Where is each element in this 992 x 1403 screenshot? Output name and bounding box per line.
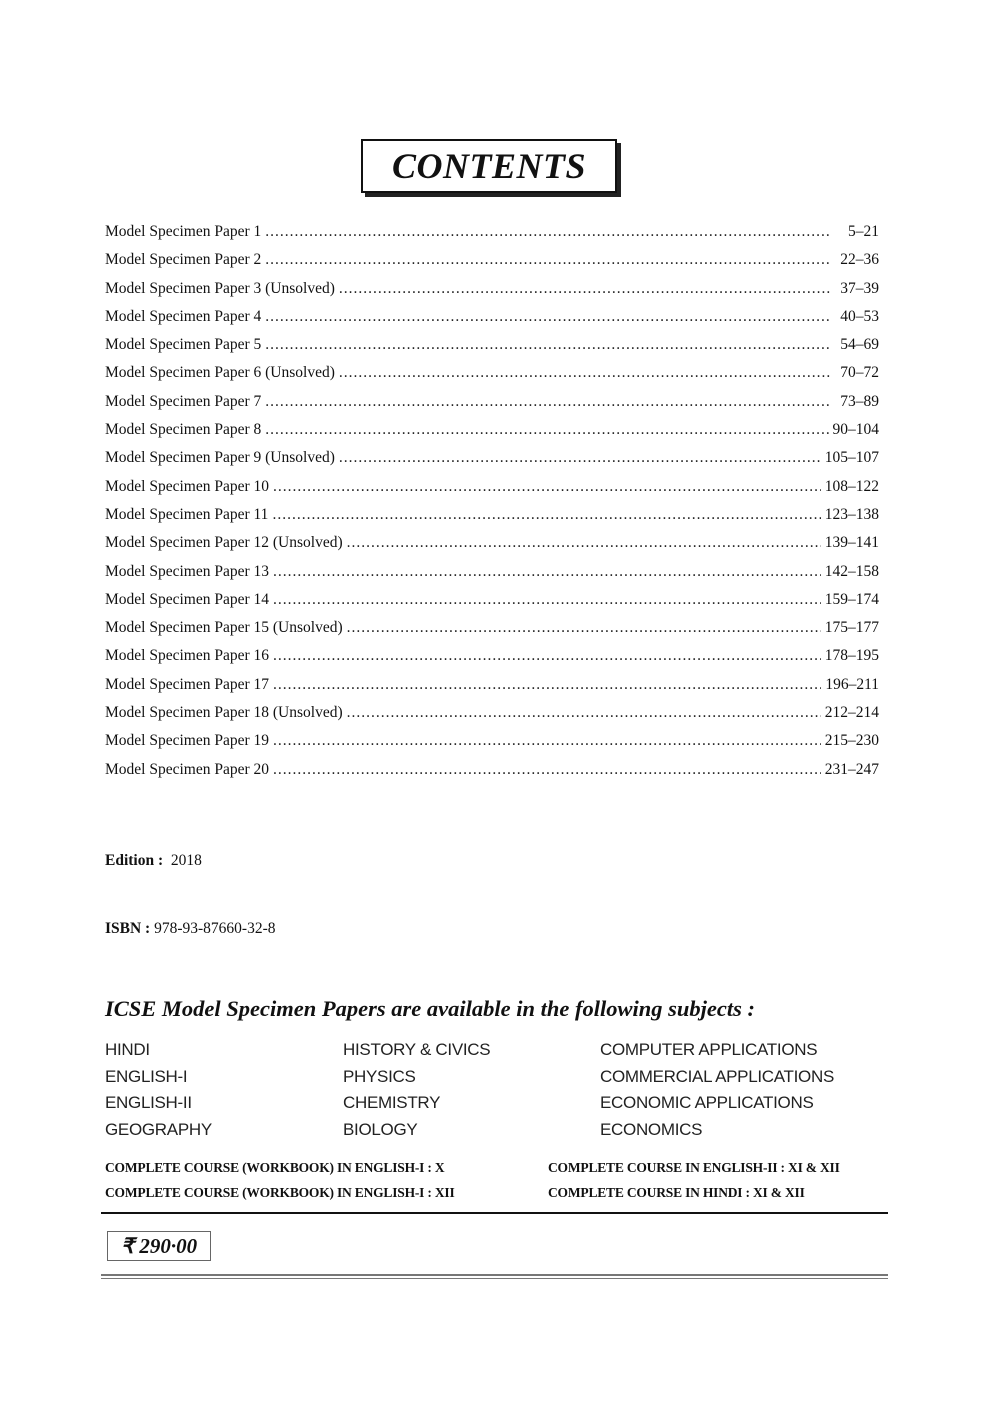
toc-entry-pages: 231–247: [824, 760, 879, 778]
toc-entry-pages: 90–104: [832, 421, 879, 439]
toc-entry-label: Model Specimen Paper 6 (Unsolved): [105, 364, 335, 382]
leader-dots: [265, 393, 831, 411]
subject-item: ECONOMIC APPLICATIONS: [600, 1093, 814, 1113]
toc-entry-pages: 175–177: [824, 619, 879, 637]
toc-entry-label: Model Specimen Paper 19: [105, 732, 270, 750]
toc-entry[interactable]: [105, 280, 879, 308]
leader-dots: [339, 364, 831, 382]
leader-dots: [347, 534, 821, 552]
toc-entry[interactable]: [105, 732, 879, 760]
contents-title-box: [361, 139, 617, 193]
toc-entry-pages: 212–214: [824, 704, 879, 722]
toc-entry-label: Model Specimen Paper 15 (Unsolved): [105, 619, 343, 637]
toc-entry[interactable]: [105, 591, 879, 619]
subjects-column-3: [600, 1040, 834, 1147]
toc-entry-pages: 70–72: [840, 364, 879, 382]
toc-entry-pages: 139–141: [824, 534, 879, 552]
toc-entry[interactable]: [105, 478, 879, 506]
toc-entry-label: Model Specimen Paper 3 (Unsolved): [105, 279, 335, 297]
toc-entry-pages: 54–69: [840, 336, 879, 354]
subject-item: HINDI: [105, 1040, 150, 1059]
price-tag: [107, 1231, 211, 1261]
toc-entry[interactable]: [105, 761, 879, 789]
toc-entry[interactable]: [105, 676, 879, 704]
toc-entry-pages: 105–107: [824, 449, 879, 467]
toc-entry-label: Model Specimen Paper 14: [105, 590, 270, 608]
course-item: COMPLETE COURSE IN HINDI : XI & XII: [548, 1185, 805, 1200]
toc-entry[interactable]: [105, 251, 879, 279]
toc-entry-label: Model Specimen Paper 1: [105, 223, 262, 240]
toc-entry-label: Model Specimen Paper 2: [105, 251, 262, 269]
subject-item: PHYSICS: [343, 1066, 416, 1086]
leader-dots: [273, 761, 821, 779]
isbn-value: 978-93-87660-32-8: [154, 920, 276, 937]
subject-item: CHEMISTRY: [343, 1093, 441, 1113]
divider: [101, 1212, 888, 1214]
leader-dots: [265, 223, 831, 241]
courses-column-2: [548, 1160, 840, 1210]
isbn-line: [105, 920, 276, 938]
toc-entry[interactable]: [105, 704, 879, 732]
leader-dots: [273, 676, 821, 694]
toc-entry[interactable]: [105, 393, 879, 421]
toc-entry[interactable]: [105, 449, 879, 477]
toc-entry-label: Model Specimen Paper 11: [105, 505, 269, 523]
leader-dots: [273, 478, 821, 496]
subject-item: ENGLISH-II: [105, 1093, 192, 1113]
subjects-column-1: [105, 1040, 212, 1147]
toc-entry[interactable]: [105, 364, 879, 392]
leader-dots: [273, 732, 821, 750]
course-item: COMPLETE COURSE (WORKBOOK) IN ENGLISH-I : XII: [105, 1185, 455, 1200]
toc-entry[interactable]: [105, 421, 879, 449]
toc-entry-label: Model Specimen Paper 9 (Unsolved): [105, 449, 335, 467]
toc-entry[interactable]: [105, 223, 879, 251]
price-value: ₹ 290·00: [120, 1233, 198, 1258]
leader-dots: [265, 251, 831, 269]
leader-dots: [339, 449, 821, 467]
subjects-heading: ICSE Model Specimen Papers are available in the following subjects :: [105, 996, 756, 1021]
toc-entry-label: Model Specimen Paper 13: [105, 562, 270, 580]
edition-line: [105, 852, 202, 870]
toc-entry[interactable]: [105, 506, 879, 534]
toc-entry-pages: 123–138: [824, 505, 879, 523]
leader-dots: [273, 563, 821, 581]
toc-entry[interactable]: [105, 647, 879, 675]
subject-item: ECONOMICS: [600, 1120, 703, 1140]
toc-entry-pages: 37–39: [840, 279, 879, 297]
toc-entry-pages: 142–158: [824, 562, 879, 580]
edition-value: 2018: [170, 852, 202, 869]
subject-item: GEOGRAPHY: [105, 1120, 212, 1140]
leader-dots: [272, 506, 820, 524]
toc-entry-pages: 5–21: [848, 223, 879, 240]
leader-dots: [347, 619, 821, 637]
table-of-contents: [105, 223, 879, 789]
toc-entry-label: Model Specimen Paper 10: [105, 477, 270, 495]
toc-entry-label: Model Specimen Paper 20: [105, 760, 270, 778]
subject-item: COMPUTER APPLICATIONS: [600, 1040, 818, 1059]
toc-entry-label: Model Specimen Paper 17: [105, 675, 270, 693]
leader-dots: [265, 421, 828, 439]
toc-entry-label: Model Specimen Paper 16: [105, 647, 270, 665]
leader-dots: [265, 308, 831, 326]
leader-dots: [347, 704, 821, 722]
toc-entry-label: Model Specimen Paper 12 (Unsolved): [105, 534, 343, 552]
toc-entry-pages: 196–211: [825, 675, 879, 693]
leader-dots: [339, 280, 831, 298]
double-divider: [101, 1274, 888, 1279]
toc-entry-label: Model Specimen Paper 18 (Unsolved): [105, 704, 343, 722]
subject-item: BIOLOGY: [343, 1120, 418, 1140]
toc-entry-pages: 108–122: [824, 477, 879, 495]
toc-entry-label: Model Specimen Paper 5: [105, 336, 262, 354]
toc-entry[interactable]: [105, 308, 879, 336]
leader-dots: [273, 647, 821, 665]
subject-item: ENGLISH-I: [105, 1066, 188, 1086]
courses-column-1: [105, 1160, 455, 1210]
leader-dots: [273, 591, 821, 609]
toc-entry[interactable]: [105, 619, 879, 647]
toc-entry[interactable]: [105, 534, 879, 562]
toc-entry-pages: 215–230: [824, 732, 879, 750]
edition-label: Edition :: [105, 852, 164, 869]
isbn-label: ISBN :: [105, 920, 151, 937]
subject-item: COMMERCIAL APPLICATIONS: [600, 1066, 834, 1086]
course-item: COMPLETE COURSE IN ENGLISH-II : XI & XII: [548, 1160, 840, 1175]
toc-entry-pages: 40–53: [840, 307, 879, 325]
toc-entry-pages: 73–89: [840, 392, 879, 410]
leader-dots: [265, 336, 831, 354]
toc-entry-pages: 159–174: [824, 590, 879, 608]
toc-entry-pages: 22–36: [840, 251, 879, 269]
toc-entry[interactable]: [105, 563, 879, 591]
toc-entry-label: Model Specimen Paper 8: [105, 421, 262, 439]
toc-entry-label: Model Specimen Paper 4: [105, 307, 262, 325]
toc-entry[interactable]: [105, 336, 879, 364]
subjects-column-2: [343, 1040, 490, 1147]
toc-entry-label: Model Specimen Paper 7: [105, 392, 262, 410]
toc-entry-pages: 178–195: [824, 647, 879, 665]
subject-item: HISTORY & CIVICS: [343, 1040, 491, 1059]
page-title: CONTENTS: [391, 146, 587, 186]
course-item: COMPLETE COURSE (WORKBOOK) IN ENGLISH-I : X: [105, 1160, 445, 1175]
